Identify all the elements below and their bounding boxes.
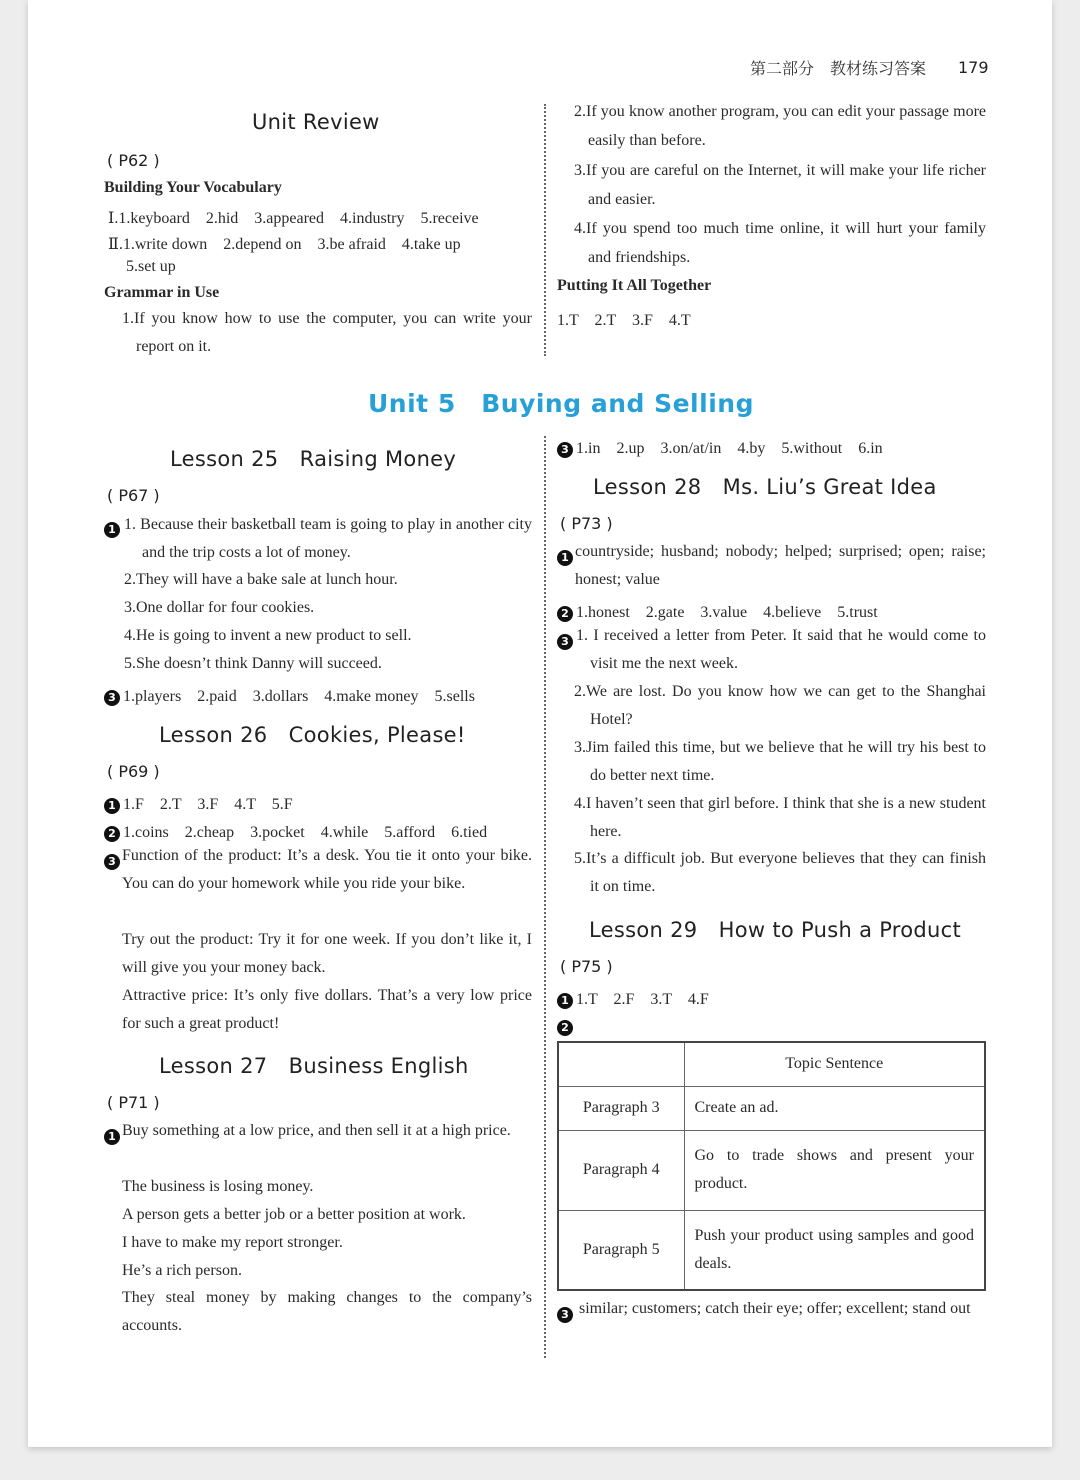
page-ref: ( P62 ) — [107, 151, 160, 170]
table-row — [558, 1042, 985, 1086]
answer-paragraph: 1. I received a letter from Peter. It said that he would come to visit me the next week. — [576, 627, 986, 672]
table-cell — [558, 1042, 684, 1086]
answer-line: Ⅰ.1.keyboard 2.hid 3.appeared 4.industry 5.receive — [108, 210, 479, 227]
exercise-number-icon: 1 — [104, 516, 122, 538]
lesson-title: Lesson 25 Raising Money — [170, 447, 457, 471]
exercise-number-icon: 3 — [557, 436, 575, 458]
answer-line: 2.They will have a bake sale at lunch hour. — [124, 571, 398, 588]
unit-review-title: Unit Review — [252, 110, 380, 134]
column-divider — [544, 104, 546, 356]
answer-paragraph: 5.It’s a difficult job. But everyone believes that they can finish it on time. — [574, 850, 986, 895]
exercise-number-icon: 1 — [104, 1123, 122, 1145]
answer-line: 5.She doesn’t think Danny will succeed. — [124, 655, 382, 672]
answer-line: 3.One dollar for four cookies. — [124, 599, 315, 616]
table-cell: Paragraph 5 — [558, 1210, 684, 1290]
table-cell: Push your product using samples and good deals. — [684, 1210, 985, 1290]
page-number: 179 — [958, 58, 989, 77]
exercise-number-icon: 3 — [104, 684, 122, 706]
answer-line: He’s a rich person. — [122, 1262, 242, 1279]
table-cell: Paragraph 4 — [558, 1130, 684, 1210]
answer-paragraph: 3.Jim failed this time, but we believe that he will try his best to do better next time. — [574, 739, 986, 784]
page-ref: ( P69 ) — [107, 762, 160, 781]
column-divider — [544, 436, 546, 1358]
answer-line: 5.set up — [126, 258, 176, 275]
page-ref: ( P67 ) — [107, 486, 160, 505]
exercise-number-icon: 1 — [557, 987, 575, 1009]
lesson-title: Lesson 29 How to Push a Product — [589, 918, 962, 942]
answer-line: 1.in 2.up 3.on/at/in 4.by 5.without 6.in — [576, 440, 883, 457]
table-cell: Paragraph 3 — [558, 1086, 684, 1130]
table-cell: Create an ad. — [684, 1086, 985, 1130]
page-ref: ( P75 ) — [560, 957, 613, 976]
answer-line: 1.F 2.T 3.F 4.T 5.F — [123, 796, 293, 813]
exercise-number-icon: 3 — [557, 628, 575, 650]
answer-paragraph: 2.If you know another program, you can edit your passage more easily than before. — [574, 103, 986, 149]
answer-paragraph: 1. Because their basketball team is going to play in another city and the trip costs a lot of money. — [124, 516, 532, 561]
table-row — [558, 1130, 985, 1210]
answer-paragraph: similar; customers; catch their eye; offer; excellent; stand out — [579, 1300, 971, 1317]
lesson-title: Lesson 28 Ms. Liu’s Great Idea — [593, 475, 937, 499]
table-row — [558, 1210, 985, 1290]
answer-paragraph: Buy something at a low price, and then sell it at a high price. — [122, 1122, 511, 1139]
answer-paragraph: 2.We are lost. Do you know how we can get to the Shanghai Hotel? — [574, 683, 986, 728]
answer-paragraph: Try out the product: Try it for one week. If you don’t like it, I will give you your money back. — [122, 931, 532, 976]
lesson-title: Lesson 26 Cookies, Please! — [159, 723, 466, 747]
section-heading: Building Your Vocabulary — [104, 179, 282, 196]
section-heading: Putting It All Together — [557, 277, 712, 294]
table-header: Topic Sentence — [684, 1042, 985, 1086]
answer-paragraph: 1.If you know how to use the computer, you can write your report on it. — [122, 310, 532, 355]
answer-line: 1.T 2.F 3.T 4.F — [576, 991, 709, 1008]
unit-title: Unit 5 Buying and Selling — [368, 389, 754, 418]
document-page — [28, 0, 1052, 1447]
table-cell: Go to trade shows and present your product. — [684, 1130, 985, 1210]
answer-line: The business is losing money. — [122, 1178, 314, 1195]
page-ref: ( P73 ) — [560, 514, 613, 533]
exercise-number-icon: 2 — [557, 600, 575, 622]
answer-paragraph: 3.If you are careful on the Internet, it will make your life richer and easier. — [574, 162, 986, 208]
page-ref: ( P71 ) — [107, 1093, 160, 1112]
answer-paragraph: They steal money by making changes to the company’s accounts. — [122, 1289, 532, 1334]
answer-line: 1.T 2.T 3.F 4.T — [557, 312, 691, 329]
answer-paragraph: 4.If you spend too much time online, it will hurt your family and friendships. — [574, 220, 986, 266]
answer-paragraph: countryside; husband; nobody; helped; surprised; open; raise; honest; value — [575, 543, 986, 588]
exercise-number-icon: 2 — [104, 820, 122, 842]
exercise-number-icon: 3 — [104, 848, 122, 870]
exercise-number-icon: 3 — [557, 1301, 575, 1323]
answer-line: 4.He is going to invent a new product to sell. — [124, 627, 412, 644]
topic-sentence-table — [557, 1041, 986, 1291]
lesson-title: Lesson 27 Business English — [159, 1054, 469, 1078]
answer-line: Ⅱ.1.write down 2.depend on 3.be afraid 4.take up — [108, 236, 461, 253]
answer-line: 1.coins 2.cheap 3.pocket 4.while 5.afford 6.tied — [123, 824, 488, 841]
answer-paragraph: Function of the product: It’s a desk. You tie it onto your bike. You can do your homework while you ride your bike. — [122, 847, 532, 892]
table-row — [558, 1086, 985, 1130]
answer-line: A person gets a better job or a better position at work. — [122, 1206, 466, 1223]
exercise-number-icon: 1 — [557, 544, 575, 566]
answer-paragraph: 4.I haven’t seen that girl before. I think that she is a new student here. — [574, 795, 986, 840]
section-header: 第二部分 教材练习答案 — [750, 59, 927, 78]
exercise-number-icon: 2 — [557, 1014, 575, 1036]
answer-line: I have to make my report stronger. — [122, 1234, 343, 1251]
answer-paragraph: Attractive price: It’s only five dollars. That’s a very low price for such a great product! — [122, 987, 532, 1032]
answer-line: 1.honest 2.gate 3.value 4.believe 5.trust — [576, 604, 878, 621]
section-heading: Grammar in Use — [104, 284, 220, 301]
exercise-number-icon: 1 — [104, 792, 122, 814]
answer-line: 1.players 2.paid 3.dollars 4.make money 5.sells — [123, 688, 475, 705]
